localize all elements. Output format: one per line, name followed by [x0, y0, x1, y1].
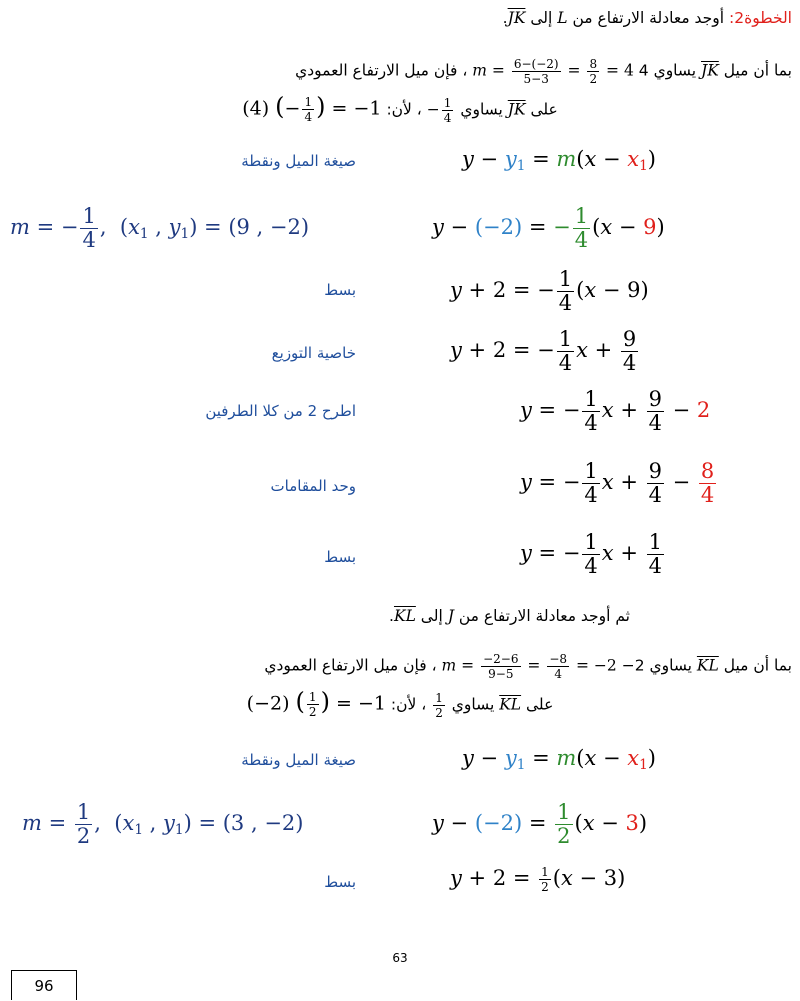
equation-common-denominator: y = − $\frac{1}{4}$ x + $\frac{9}{4}$ − $\frac{8}{4}$ [520, 459, 715, 507]
step-note: وحد المقامات [270, 477, 356, 495]
equation-subtract: y = − $\frac{1}{4}$ x + $\frac{9}{4}$ − 2 [520, 387, 711, 435]
equation-distributed: y + 2 = − $\frac{1}{4}$ x + $\frac{9}{4}$ [450, 327, 637, 375]
section2-perp-sentence: على KL يساوي $\frac{1}{2}$ ، لأن: (−2) ( $\frac{1}{2}$ ) = −1 [246, 687, 554, 720]
given-values: m = − $\frac{1}{4}$ , ($x_1$ , $y_1) = (9$ , −2) [10, 204, 310, 252]
step-note: صيغة الميل ونقطة [241, 751, 356, 769]
step-note: بسط [324, 873, 356, 891]
section1-slope-sentence: بما أن ميل JK يساوي 4 m = $\frac{6-(-2)}{5-3}$ = $\frac{8}{2}$ = 4 ، فإن ميل الارتفاع العمودي [295, 57, 792, 86]
equation-point-slope-2: $y - y_1 = m(x - x_1)$ [462, 746, 656, 774]
box-page-number: 96 [11, 970, 77, 1000]
step-note: بسط [324, 548, 356, 566]
step-note: خاصية التوزيع [271, 344, 356, 362]
equation-final-1: y = − $\frac{1}{4}$ x + $\frac{1}{4}$ [520, 530, 662, 578]
equation-simplified: y + 2 = − $\frac{1}{4}$ (x − 9) [450, 267, 649, 315]
step-note: اطرح 2 من كلا الطرفين [205, 402, 356, 420]
section2-heading: ثم أوجد معادلة الارتفاع من J إلى KL. [389, 607, 630, 625]
section1-perp-sentence: على JK يساوي − $\frac{1}{4}$ ، لأن: (4) (− $\frac{1}{4}$ ) = −1 [242, 92, 558, 125]
step-note: بسط [324, 281, 356, 299]
step-label: الخطوة2: [729, 9, 792, 27]
step-note: صيغة الميل ونقطة [241, 152, 356, 170]
equation-point-slope: $y - y_1 = m(x - x_1)$ [462, 147, 656, 175]
page-number: 63 [392, 951, 408, 965]
slope-calc: m = $\frac{6-(-2)}{5-3}$ = $\frac{8}{2}$ = 4 [472, 57, 634, 86]
section2-slope-sentence: بما أن ميل KL يساوي 2− m = $\frac{-2-6}{9-5}$ = $\frac{-8}{4}$ = −2 ، فإن ميل الارتفاع العمودي [264, 652, 792, 681]
equation-simplified-2: y + 2 = $\frac{1}{2}$ (x − 3) [450, 865, 626, 894]
equation-substituted: y − (−2) = − $\frac{1}{4}$ (x − 9) [432, 204, 665, 252]
given-values-2: m = $\frac{1}{2}$ , ($x_1$ , $y_1) = (3$ , −2) [22, 800, 304, 848]
equation-substituted-2: y − (−2) = $\frac{1}{2}$ (x − 3) [432, 800, 648, 848]
section1-heading: الخطوة2: أوجد معادلة الارتفاع من L إلى JK. [502, 9, 792, 27]
